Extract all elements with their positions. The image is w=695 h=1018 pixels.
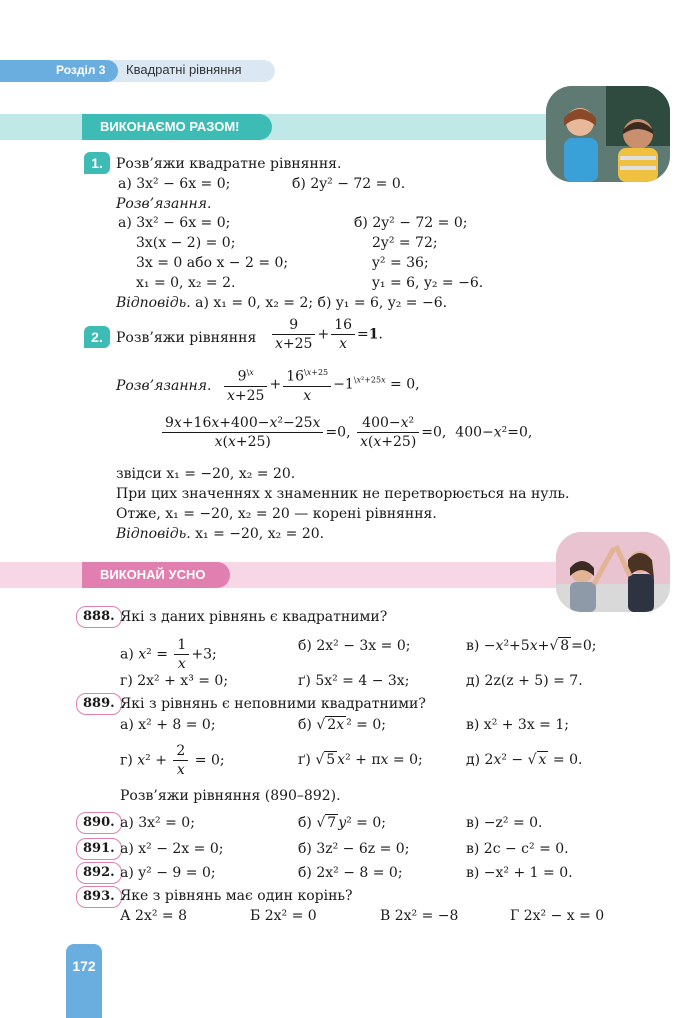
ex2-answer-text: x₁ = −20, x₂ = 20. [195, 526, 325, 542]
ex1-left-line: 3x = 0 або x − 2 = 0; [136, 255, 289, 271]
ex2-task-text: Розв’яжи рівняння [116, 330, 257, 346]
ex889-b: б) √ 2x ² = 0; [298, 717, 386, 733]
ex2-answer-label: Відповідь. [116, 526, 191, 542]
ex1-left-line: а) 3x² − 6x = 0; [118, 215, 231, 231]
exercise-890-number: 890. [76, 812, 122, 834]
ex1-right-line: y₁ = 6, y₂ = −6. [372, 275, 484, 291]
ex2-check: При цих значеннях x знаменник не перетворюється на нуль. [116, 486, 570, 502]
ex1-right-line: б) 2y² − 72 = 0; [354, 215, 468, 231]
section1-title: ВИКОНАЄМО РАЗОМ! [82, 114, 272, 140]
ex1-solution-label: Розв’язання. [116, 196, 212, 212]
ex892-a: а) y² − 9 = 0; [120, 865, 216, 881]
ex888-a: а) x² = $\frac{1}{x}$ +3; [120, 637, 217, 672]
ex888-gg: ґ) 5x² = 4 − 3x; [298, 673, 410, 689]
chapter-label: Розділ 3 [56, 63, 106, 77]
ex892-v: в) −x² + 1 = 0. [466, 865, 573, 881]
ex889-a: а) x² + 8 = 0; [120, 717, 216, 733]
ex889-d: д) 2x² − √ x = 0. [466, 752, 583, 768]
ex891-b: б) 3z² − 6z = 0; [298, 841, 410, 857]
ex1-answer [116, 293, 447, 313]
ex890-v: в) −z² = 0. [466, 815, 543, 831]
ex890-b: б) √ 7 y² = 0; [298, 815, 386, 831]
exercise-891-number: 891. [76, 838, 122, 860]
ex889-gg: ґ) √ 5 x² + πx = 0; [298, 752, 423, 768]
exercise-892-number: 892. [76, 862, 122, 884]
ex888-d: д) 2z(z + 5) = 7. [466, 673, 583, 689]
ex2-solution-step1: $\frac{9^{\backslash x}}{x+25}$ + $\frac{16^{\backslash x+25}}{x}$ $-1^{\backslash x^2+25x} = 0$, [222, 364, 420, 405]
ex888-v: в) −x²+5x+√ 8 =0; [466, 638, 597, 654]
example-number-2: 2. [84, 326, 110, 348]
ex888-g: г) 2x² + x³ = 0; [120, 673, 229, 689]
ex2-answer [116, 524, 324, 544]
ex2-conclusion: Отже, x₁ = −20, x₂ = 20 — корені рівняння. [116, 506, 437, 522]
ex1-part-b: б) 2y² − 72 = 0. [292, 176, 406, 192]
section2-title: ВИКОНАЙ УСНО [82, 562, 230, 588]
students-highfive-photo [556, 532, 670, 612]
ex891-a: а) x² − 2x = 0; [120, 841, 224, 857]
exercise-889-number: 889. [76, 693, 122, 715]
ex1-left-line: 3x(x − 2) = 0; [136, 235, 236, 251]
example-number-1: 1. [84, 152, 110, 174]
ex2-task [116, 328, 256, 348]
classroom-photo [546, 86, 670, 182]
ex892-b: б) 2x² − 8 = 0; [298, 865, 403, 881]
ex891-v: в) 2c − c² = 0. [466, 841, 569, 857]
ex1-answer-label: Відповідь. [116, 295, 191, 311]
ex893-task: Яке з рівнянь має один корінь? [120, 888, 353, 904]
ex890-a: а) 3x² = 0; [120, 815, 195, 831]
ex1-part-a: а) 3x² − 6x = 0; [118, 176, 231, 192]
ex888-task: Які з даних рівнянь є квадратними? [120, 609, 388, 625]
ex1-right-line: y² = 36; [372, 255, 429, 271]
ex2-solution-label: Розв’язання. [116, 378, 212, 394]
page-number-tab [66, 944, 102, 1018]
ex1-answer-text: а) x₁ = 0, x₂ = 2; б) y₁ = 6, y₂ = −6. [195, 295, 448, 311]
ex893-option-V: В 2x² = −8 [380, 908, 459, 924]
exercise-893-number: 893. [76, 886, 122, 908]
ex1-right-line: 2y² = 72; [372, 235, 438, 251]
ex2-equation: $\frac{9}{x+25}$ + $\frac{16}{x}$ =1. [270, 316, 383, 353]
chapter-chip [0, 60, 118, 82]
ex889-task: Які з рівнянь є неповними квадратними? [120, 696, 426, 712]
ex888-b: б) 2x² − 3x = 0; [298, 638, 411, 654]
instruction-890-892: Розв’яжи рівняння (890–892). [120, 788, 341, 804]
ex889-v: в) x² + 3x = 1; [466, 717, 569, 733]
chapter-title: Квадратні рівняння [126, 62, 242, 77]
ex893-option-G: Г 2x² − x = 0 [510, 908, 605, 924]
ex2-roots: звідси x₁ = −20, x₂ = 20. [116, 466, 296, 482]
ex1-task: Розв’яжи квадратне рівняння. [116, 156, 342, 172]
ex1-left-line: x₁ = 0, x₂ = 2. [136, 275, 236, 291]
exercise-888-number: 888. [76, 606, 122, 628]
page-number: 172 [72, 958, 96, 974]
ex889-g: г) x² + $\frac{2}{x}$ = 0; [120, 743, 225, 778]
ex2-solution-step2: $\frac{\text{9x+16x+400−x²−25x}}{x(x+25)}$ =0, $\frac{\text{400−x²}}{x(x+25)}$ =0, 400−x²=0, [160, 414, 532, 451]
ex893-option-B: Б 2x² = 0 [250, 908, 317, 924]
ex893-option-A: А 2x² = 8 [120, 908, 188, 924]
